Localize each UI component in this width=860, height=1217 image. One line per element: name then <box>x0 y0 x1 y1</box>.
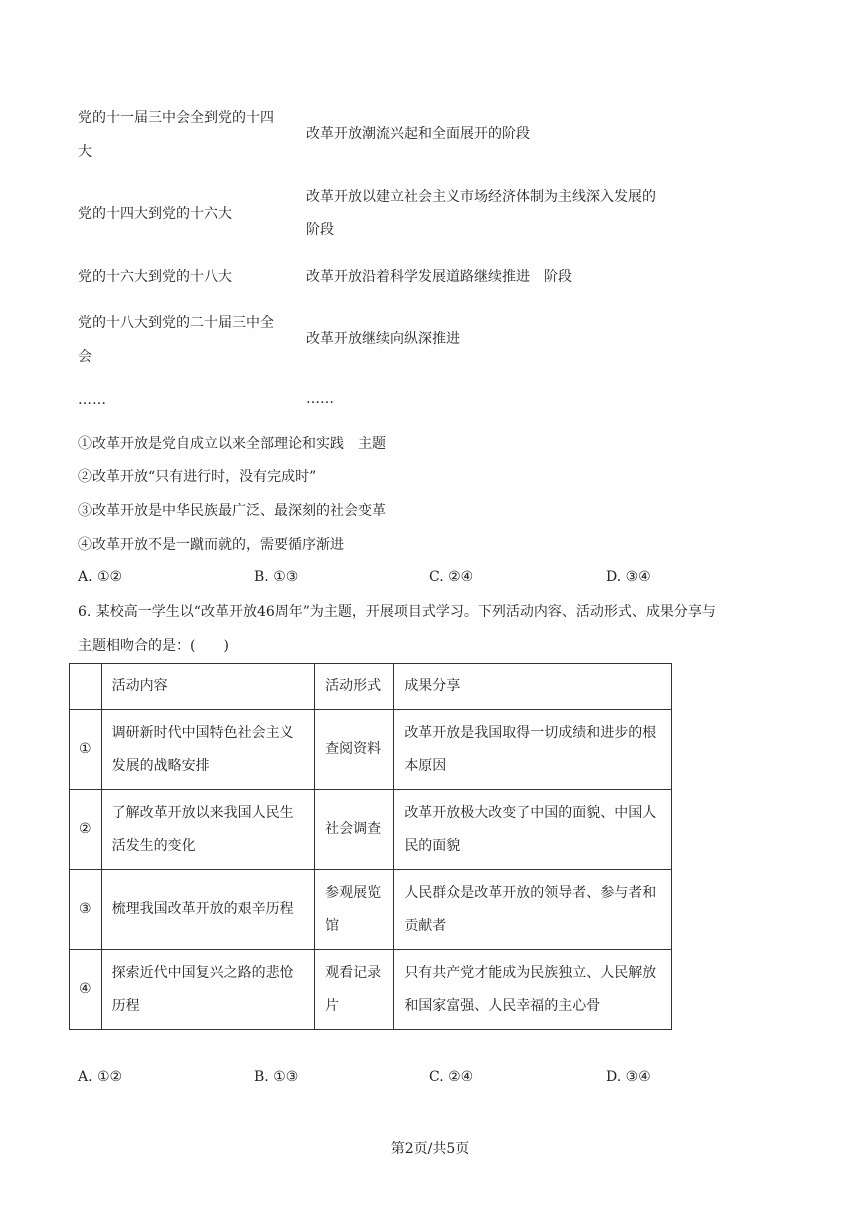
q6-option-d[interactable]: D. ③④ <box>606 1069 651 1085</box>
q6-header-content: 活动内容 <box>101 664 315 710</box>
q6-row1-form: 查阅资料 <box>315 710 394 790</box>
q6-option-c[interactable]: C. ②④ <box>429 1069 474 1085</box>
q5-option-d[interactable]: D. ③④ <box>606 569 651 585</box>
q5-option-b[interactable]: B. ①③ <box>254 569 299 585</box>
stage-period-1: 党的十一届三中会全到党的十四大 <box>78 110 274 160</box>
stage-period-2: 党的十四大到党的十六大 <box>78 206 232 222</box>
q6-row2-result: 改革开放极大改变了中国的面貌、中国人民的面貌 <box>394 790 672 870</box>
q6-table-header-row <box>70 664 672 710</box>
q6-row1-content: 调研新时代中国特色社会主义发展的战略安排 <box>101 710 315 790</box>
q6-row4-num: ④ <box>70 950 102 1030</box>
stage-desc-4: 改革开放继续向纵深推进 <box>306 331 460 347</box>
q5-statement-4: ④改革开放不是一蹴而就的，需要循序渐进 <box>78 537 344 553</box>
q6-header-result: 成果分享 <box>394 664 672 710</box>
q5-statement-1: ①改革开放是党自成立以来全部理论和实践 主题 <box>78 436 386 452</box>
table-row <box>70 790 672 870</box>
q6-row3-content: 梳理我国改革开放的艰辛历程 <box>101 870 315 950</box>
stage-desc-2: 改革开放以建立社会主义市场经济体制为主线深入发展的阶段 <box>306 189 656 238</box>
q6-row1-num: ① <box>70 710 102 790</box>
table-row <box>70 710 672 790</box>
q6-row3-num: ③ <box>70 870 102 950</box>
q6-option-b[interactable]: B. ①③ <box>254 1069 299 1085</box>
q6-row4-content: 探索近代中国复兴之路的悲怆历程 <box>101 950 315 1030</box>
stage-period-3: 党的十六大到党的十八大 <box>78 269 232 285</box>
q6-row2-content: 了解改革开放以来我国人民生活发生的变化 <box>101 790 315 870</box>
q6-stem-line-2: 主题相吻合的是：( ) <box>78 638 229 654</box>
table-row <box>70 870 672 950</box>
q5-option-a[interactable]: A. ①② <box>78 569 123 585</box>
table-row <box>70 950 672 1030</box>
page-footer: 第2页/共5页 <box>390 1141 470 1157</box>
q6-header-form: 活动形式 <box>315 664 394 710</box>
q6-table <box>69 663 672 1030</box>
q6-row2-form: 社会调查 <box>315 790 394 870</box>
q6-row1-result: 改革开放是我国取得一切成绩和进步的根本原因 <box>394 710 672 790</box>
q6-header-blank <box>70 664 102 710</box>
q6-row3-result: 人民群众是改革开放的领导者、参与者和贡献者 <box>394 870 672 950</box>
q5-statement-2: ②改革开放“只有进行时，没有完成时” <box>78 469 317 485</box>
q6-option-a[interactable]: A. ①② <box>78 1069 123 1085</box>
stage-desc-1: 改革开放潮流兴起和全面展开的阶段 <box>306 126 530 142</box>
q6-row4-result: 只有共产党才能成为民族独立、人民解放和国家富强、人民幸福的主心骨 <box>394 950 672 1030</box>
q6-stem-line-1: 6. 某校高一学生以“改革开放46周年”为主题，开展项目式学习。下列活动内容、活动形式、成果分享与 <box>78 604 716 620</box>
stage-period-4: 党的十八大到党的二十届三中全会 <box>78 315 274 365</box>
q6-row4-form: 观看记录片 <box>315 950 394 1030</box>
q5-statement-3: ③改革开放是中华民族最广泛、最深刻的社会变革 <box>78 503 386 519</box>
q6-row2-num: ② <box>70 790 102 870</box>
stage-desc-5: …… <box>306 391 334 407</box>
stage-desc-3: 改革开放沿着科学发展道路继续推进 阶段 <box>306 269 572 285</box>
q5-option-c[interactable]: C. ②④ <box>429 569 474 585</box>
q6-row3-form: 参观展览馆 <box>315 870 394 950</box>
stage-period-5: …… <box>78 392 106 408</box>
